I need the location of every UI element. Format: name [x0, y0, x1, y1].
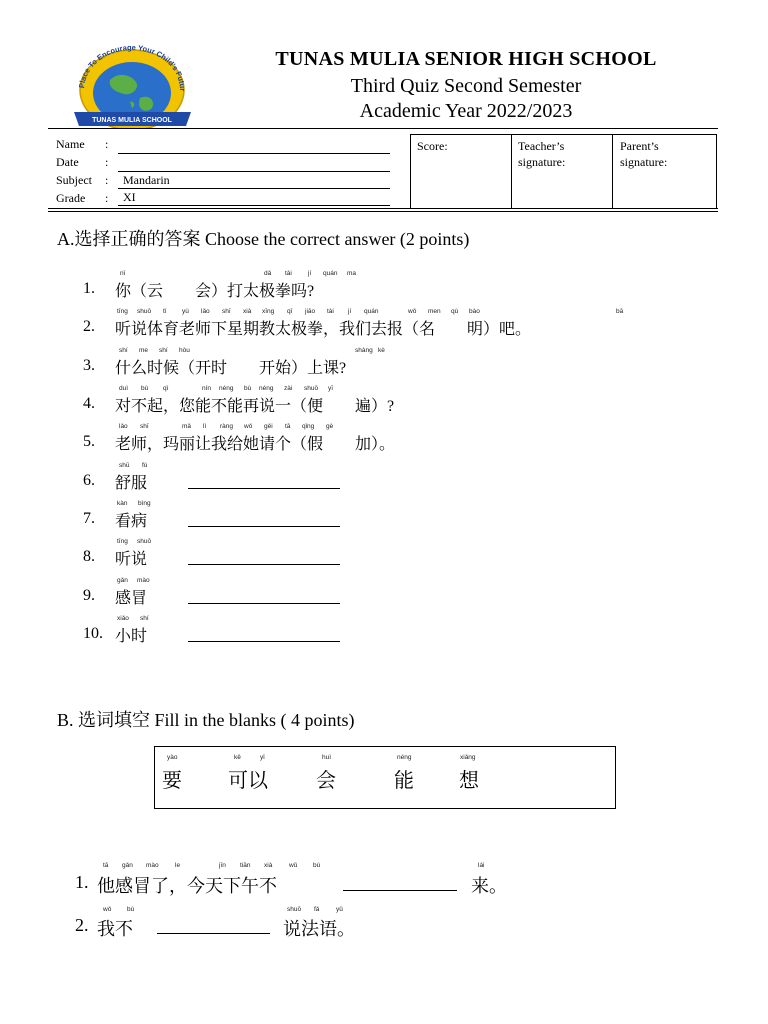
question-text: 听说体育老师下星期教太极拳，我们去报（名 明）吧。: [115, 321, 532, 338]
date-field[interactable]: [118, 171, 390, 172]
name-label: Name: [56, 137, 85, 151]
pinyin: mào: [146, 862, 159, 869]
svg-text:TUNAS MULIA SCHOOL: TUNAS MULIA SCHOOL: [92, 117, 172, 124]
pinyin: shī: [222, 308, 231, 315]
pinyin: shuō: [287, 906, 302, 913]
question-text: 舒服: [115, 475, 148, 492]
question-text-after: 来。: [471, 876, 507, 896]
question-number: 9.: [83, 587, 95, 604]
question-text-before: 我不: [97, 919, 133, 939]
pinyin: mào: [137, 577, 150, 584]
answer-blank[interactable]: [188, 603, 340, 604]
pinyin: shí: [119, 347, 128, 354]
pinyin: jí: [308, 270, 312, 277]
pinyin: gè: [326, 423, 334, 430]
pinyin: lǎo: [119, 423, 128, 430]
pinyin: kè: [378, 347, 385, 354]
pinyin: duì: [119, 385, 129, 392]
pinyin: jīn: [219, 862, 226, 869]
pinyin: gěi: [264, 423, 273, 430]
pinyin: men: [428, 308, 441, 315]
pinyin: bù: [244, 385, 252, 392]
teacher-signature-label-1: Teacher’s: [518, 139, 565, 153]
pinyin: gǎn: [122, 862, 133, 869]
pinyin: qǐng: [302, 423, 315, 430]
subject-colon: :: [105, 173, 109, 187]
school-name: TUNAS MULIA SENIOR HIGH SCHOOL: [275, 48, 657, 70]
subject-value: Mandarin: [123, 173, 170, 187]
word-bank-item: 可以: [228, 770, 268, 792]
question-text-after: 说法语。: [283, 919, 355, 939]
pinyin: qī: [287, 308, 293, 315]
pinyin: xīng: [262, 308, 275, 315]
pinyin: qǐ: [163, 385, 169, 392]
question-text-before: 他感冒了，今天下午不: [97, 876, 277, 896]
question-number: 2.: [75, 915, 89, 935]
pinyin: yào: [167, 754, 178, 761]
answer-blank[interactable]: [188, 564, 340, 565]
school-logo: [70, 40, 195, 128]
question-text: 老师，玛丽让我给她请个（假 加）。: [115, 436, 396, 453]
section-a-title: A.选择正确的答案 Choose the correct answer (2 points): [57, 229, 470, 249]
pinyin: tiān: [240, 862, 251, 869]
pinyin: tài: [285, 270, 292, 277]
pinyin: bù: [313, 862, 321, 869]
pinyin: jí: [348, 308, 352, 315]
pinyin: huì: [322, 754, 332, 761]
pinyin: shuō: [137, 308, 152, 315]
pinyin: tǐ: [163, 308, 167, 315]
pinyin: wǒ: [103, 906, 112, 913]
pinyin: tīng: [117, 308, 128, 315]
date-colon: :: [105, 155, 109, 169]
subject-field[interactable]: [118, 188, 390, 189]
pinyin: zài: [284, 385, 293, 392]
word-bank-item: 能: [394, 770, 414, 792]
pinyin: shàng: [355, 347, 373, 354]
question-number: 1.: [83, 280, 95, 297]
pinyin: tā: [103, 862, 109, 869]
pinyin: bìng: [138, 500, 151, 507]
pinyin: fú: [142, 462, 148, 469]
pinyin: bā: [616, 308, 624, 315]
parent-signature-label-2: signature:: [620, 155, 668, 169]
pinyin: jiāo: [305, 308, 316, 315]
question-text: 看病: [115, 513, 148, 530]
pinyin: bào: [469, 308, 480, 315]
word-bank-item: 要: [162, 770, 182, 792]
question-number: 2.: [83, 318, 95, 335]
pinyin: quán: [364, 308, 379, 315]
pinyin: tā: [285, 423, 291, 430]
answer-blank[interactable]: [343, 890, 457, 891]
question-text: 什么时候（开时 开始）上课?: [115, 360, 347, 377]
pinyin: yǐ: [260, 754, 265, 761]
pinyin: xiǎng: [460, 754, 476, 761]
word-bank-item: 会: [316, 770, 336, 792]
pinyin: bù: [127, 906, 135, 913]
pinyin: néng: [219, 385, 234, 392]
pinyin: xià: [264, 862, 273, 869]
pinyin: wǒ: [244, 423, 253, 430]
pinyin: wǔ: [289, 862, 298, 869]
section-b-title: B. 选词填空 Fill in the blanks ( 4 points): [57, 710, 355, 730]
pinyin: shī: [140, 423, 149, 430]
pinyin: tīng: [117, 538, 128, 545]
parent-signature-label-1: Parent’s: [620, 139, 659, 153]
question-text: 听说: [115, 551, 148, 568]
teacher-signature-label-2: signature:: [518, 155, 566, 169]
pinyin: me: [139, 347, 149, 354]
pinyin: fǎ: [314, 906, 320, 913]
pinyin: néng: [397, 754, 412, 761]
pinyin: nǐ: [120, 270, 126, 277]
question-number: 1.: [75, 872, 89, 892]
pinyin: néng: [259, 385, 274, 392]
answer-blank[interactable]: [157, 933, 270, 934]
academic-year: Academic Year 2022/2023: [359, 100, 573, 122]
pinyin: xiǎo: [117, 615, 129, 622]
grade-field[interactable]: [118, 205, 390, 206]
word-bank-item: 想: [459, 770, 479, 792]
header-divider-bottom-double: [48, 211, 718, 212]
grade-label: Grade: [56, 191, 86, 205]
pinyin: kàn: [117, 500, 128, 507]
pinyin: hòu: [179, 347, 190, 354]
pinyin: bù: [141, 385, 149, 392]
pinyin: xià: [243, 308, 252, 315]
pinyin: lǎo: [201, 308, 210, 315]
word-bank-box: [154, 746, 616, 809]
grade-colon: :: [105, 191, 109, 205]
answer-blank[interactable]: [188, 526, 340, 527]
pinyin: shuō: [137, 538, 152, 545]
pinyin: shí: [140, 615, 149, 622]
quiz-title: Third Quiz Second Semester: [350, 75, 582, 97]
pinyin: nín: [202, 385, 212, 392]
question-number: 4.: [83, 395, 95, 412]
pinyin: ma: [347, 270, 357, 277]
pinyin: shū: [119, 462, 130, 469]
question-text: 小时: [115, 628, 148, 645]
pinyin: yī: [328, 385, 334, 392]
pinyin: kě: [234, 754, 241, 761]
question-text: 你（云 会）打太极拳吗?: [115, 283, 315, 300]
question-text: 感冒: [115, 590, 148, 607]
score-label: Score:: [417, 139, 448, 153]
pinyin: shuō: [304, 385, 319, 392]
pinyin: yǔ: [336, 906, 343, 913]
pinyin: lái: [478, 862, 485, 869]
pinyin: qù: [451, 308, 459, 315]
teacher-signature-field[interactable]: [512, 170, 612, 206]
parent-signature-field[interactable]: [613, 170, 714, 206]
pinyin: gǎn: [117, 577, 128, 584]
grade-value: XI: [123, 190, 136, 204]
header-divider-top: [48, 128, 718, 129]
pinyin: le: [175, 862, 181, 869]
question-number: 8.: [83, 548, 95, 565]
pinyin: ràng: [220, 423, 234, 430]
pinyin: yù: [182, 308, 189, 315]
answer-blank[interactable]: [188, 641, 340, 642]
pinyin: wǒ: [408, 308, 417, 315]
question-number: 10.: [83, 625, 103, 642]
answer-blank[interactable]: [188, 488, 340, 489]
question-number: 5.: [83, 433, 95, 450]
date-label: Date: [56, 155, 79, 169]
question-number: 3.: [83, 357, 95, 374]
name-colon: :: [105, 137, 109, 151]
svg-text:A Place To Encourage Your Chil: Place To Encourage Your Child's Futur: [77, 42, 188, 92]
pinyin: tài: [327, 308, 334, 315]
pinyin: lì: [203, 423, 207, 430]
question-text: 对不起，您能不能再说一（便 遍）?: [115, 398, 395, 415]
pinyin: quán: [323, 270, 338, 277]
pinyin: mǎ: [182, 423, 192, 430]
name-field[interactable]: [118, 153, 390, 154]
score-field[interactable]: [411, 135, 511, 207]
question-number: 6.: [83, 472, 95, 489]
pinyin: dǎ: [264, 270, 272, 277]
subject-label: Subject: [56, 173, 92, 187]
question-number: 7.: [83, 510, 95, 527]
pinyin: shí: [159, 347, 168, 354]
